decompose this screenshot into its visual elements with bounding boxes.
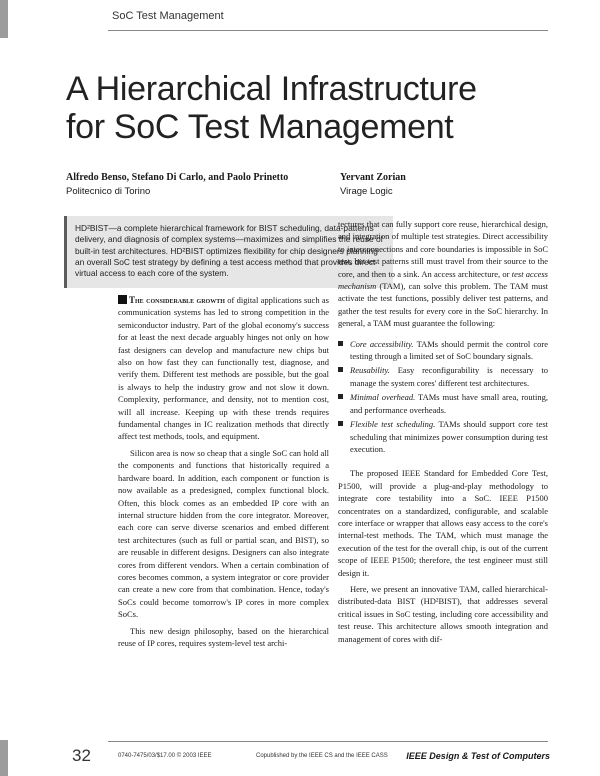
- title-line-1: A Hierarchical Infrastructure: [66, 70, 477, 108]
- list-term: Flexible test scheduling.: [350, 419, 436, 430]
- margin-bar-top: [0, 0, 8, 38]
- paragraph-text: tectures that can fully support core reuse, hierarchical design, and integration of multiple test strategies. Direct accessibility to interconnections and core boundaries is impossible in SoC test, but test patterns still must travel from their source to the core, and then to a sink. An access architecture, or: [338, 219, 548, 279]
- list-text: Easy reconfigurability is necessary to manage the system cores' different test architectures.: [350, 365, 548, 388]
- paragraph: Silicon area is now so cheap that a single SoC can hold all the components and functions that historically required a hardware board. In addition, each component or function is now available as a predesigned, complex functional block. Often, this block comes as an embedded IP core with an internal structure hidden from the core integrator. Moreover, each core can serve diverse scenarios and embed different test architectures (such as full or partial scan, and BIST), so are reusable in different designs. Designers can also integrate cores from different vendors. When a certain combination of cores becomes common, a system integrator or core provider can create a new core from that combination. Hence, today's SoCs could become tomorrow's IP cores in more complex SoCs.: [118, 447, 329, 620]
- paragraph: This new design philosophy, based on the hierarchical reuse of IP cores, requires system-level test archi-: [118, 625, 329, 648]
- emphasis-term: test access mechanism: [338, 268, 548, 292]
- list-item: [338, 338, 548, 363]
- left-column: [118, 294, 329, 649]
- list-item: [338, 364, 548, 389]
- paragraph: [338, 218, 548, 330]
- page-number: 32: [72, 746, 91, 765]
- lead-square-icon: [118, 295, 127, 304]
- bullet-icon: [338, 394, 343, 399]
- header-rule: [108, 30, 548, 31]
- article-title: [66, 70, 477, 146]
- author-names: Alfredo Benso, Stefano Di Carlo, and Paolo Prinetto: [66, 172, 289, 183]
- list-text: TAMs should permit the control core testing through a limited set of SoC boundary signals.: [350, 338, 548, 362]
- margin-bar-bottom: [0, 740, 8, 776]
- author-affiliation: Virage Logic: [340, 186, 393, 197]
- journal-name: IEEE Design & Test of Computers: [406, 751, 550, 761]
- bullet-icon: [338, 341, 343, 346]
- abstract-box: HD²BIST—a complete hierarchical framework for BIST scheduling, data-patterns delivery, and diagnosis of complex systems—maximizes and simplifies the reuse of built-in test architectures. HD²BIST optimizes flexibility for chip designers planning an overall SoC test strategy by defining a test access method that provides direct virtual access to each core of the system.: [64, 216, 393, 288]
- list-text: TAMs should support core test scheduling that minimizes power consumption during test execution.: [350, 419, 548, 454]
- paragraph: [118, 294, 329, 443]
- right-column: [338, 218, 548, 645]
- list-term: Core accessibility.: [350, 338, 414, 349]
- author-block-1: [66, 172, 288, 197]
- footer-copyright: Copublished by the IEEE CS and the IEEE CASS: [256, 753, 388, 759]
- author-affiliation: Politecnico di Torino: [66, 186, 151, 197]
- bullet-icon: [338, 421, 343, 426]
- list-item: [338, 391, 548, 416]
- footer-rule: [108, 741, 548, 742]
- list-item: [338, 418, 548, 455]
- author-block-2: [340, 172, 406, 197]
- list-term: Minimal overhead.: [350, 392, 416, 403]
- section-label: SoC Test Management: [112, 10, 224, 22]
- paragraph: The proposed IEEE Standard for Embedded Core Test, P1500, will provide a plug-and-play methodology to integrate core testability into a SoC. IEEE P1500 concentrates on a standardized, configurable, and scalable core interface or wrapper that allows easy access to the core's internal-test methods. The TAM, which must manage the execution of the test for the overall chip, is out of the current scope of IEEE P1500; therefore, the test engineer must still design it.: [338, 468, 548, 578]
- list-text: TAMs must have small area, routing, and performance overheads.: [350, 392, 549, 415]
- list-term: Reusability.: [350, 365, 390, 376]
- footer-issn: 0740-7475/03/$17.00 © 2003 IEEE: [118, 753, 212, 759]
- lead-in: The considerable growth: [129, 295, 225, 305]
- requirements-list: [338, 338, 548, 456]
- paragraph-text: of digital applications such as communication systems has led to strong competition in the semiconductor industry. Part of the global economy's success for at least the next decade arguably hinges not only on how fast designers can develop and manufacture new chips but also on how fast they can functionally test, diagnose, and verify them. Different test methods are possible, but the goal is always to help the industry grow and not slow it down. Complexity, performance, and density, not to mention cost, will all increase. Keeping up with these trends requires fundamental changes in IC realization methods that directly affect test methods, tools, and equipment.: [118, 295, 329, 442]
- paragraph-text: (TAM), can solve this problem. The TAM must activate the test functions, possibly deliver test patterns, and gather the test results for every core in the SoC hierarchy. In general, a TAM must guarantee the following:: [338, 281, 548, 329]
- author-names: Yervant Zorian: [340, 172, 406, 183]
- bullet-icon: [338, 367, 343, 372]
- title-line-2: for SoC Test Management: [66, 108, 454, 146]
- paragraph: Here, we present an innovative TAM, called hierarchical-distributed-data BIST (HD²BIST), that addresses several critical issues in SoC testing, including core accessibility and test reuse. This architecture allows smooth integration and management of cores with dif-: [338, 583, 548, 644]
